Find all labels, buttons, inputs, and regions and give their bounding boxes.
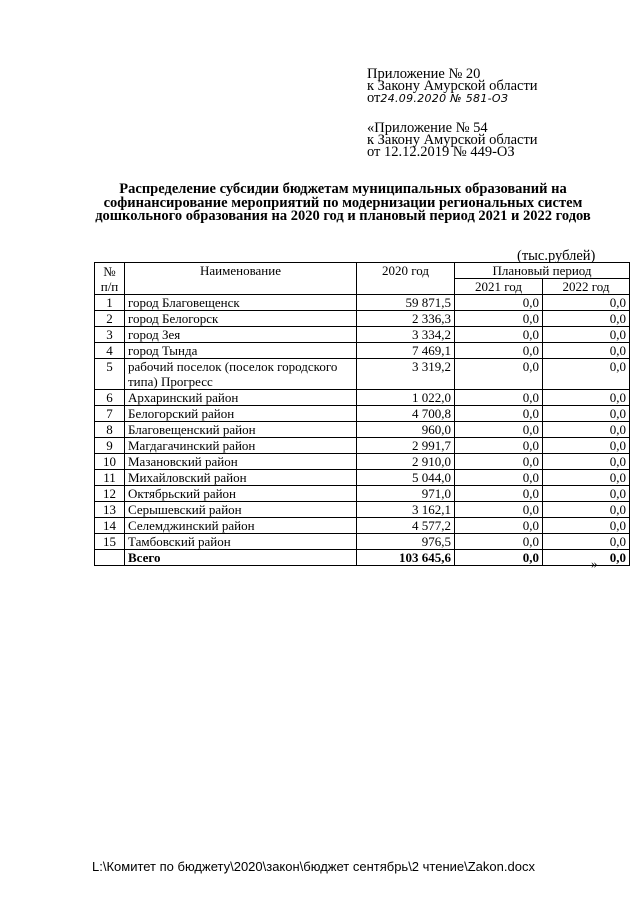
row-number: 15: [95, 534, 125, 550]
row-number: 11: [95, 470, 125, 486]
row-2020: 2 910,0: [357, 454, 455, 470]
annex-54-number: «Приложение № 54: [367, 120, 488, 136]
subsidy-table: [94, 262, 630, 566]
row-2020: 976,5: [357, 534, 455, 550]
row-name: Благовещенский район: [125, 422, 357, 438]
row-2021: 0,0: [455, 518, 543, 534]
document-title: Распределение субсидии бюджетам муниципальных образований на софинансирование мероприятий по модернизации региональных систем дошкольного образования на 2020 год и плановый период 2021 и 2022 годов: [95, 181, 591, 224]
row-name: город Тында: [125, 343, 357, 359]
row-2021: 0,0: [455, 406, 543, 422]
table-row: [95, 295, 630, 311]
row-2022: 0,0: [543, 406, 630, 422]
closing-quote: »: [591, 556, 598, 571]
row-2022: 0,0: [543, 518, 630, 534]
annex-20-law: к Закону Амурской области: [367, 78, 538, 94]
row-number: 1: [95, 295, 125, 311]
row-2022: 0,0: [543, 327, 630, 343]
header-number: № п/п: [95, 263, 125, 295]
table-row: [95, 327, 630, 343]
table-row: [95, 470, 630, 486]
row-name: Белогорский район: [125, 406, 357, 422]
row-2020: 5 044,0: [357, 470, 455, 486]
table-row: [95, 359, 630, 390]
table-row: [95, 454, 630, 470]
row-name: Михайловский район: [125, 470, 357, 486]
row-2020: 4 700,8: [357, 406, 455, 422]
row-number: 10: [95, 454, 125, 470]
row-2020: 59 871,5: [357, 295, 455, 311]
annex-20-block: [367, 68, 538, 105]
row-2022: 0,0: [543, 390, 630, 406]
row-2020: 2 991,7: [357, 438, 455, 454]
row-2021: 0,0: [455, 422, 543, 438]
row-2020: 971,0: [357, 486, 455, 502]
row-2020: 4 577,2: [357, 518, 455, 534]
row-number: 12: [95, 486, 125, 502]
row-name: город Белогорск: [125, 311, 357, 327]
row-2021: 0,0: [455, 502, 543, 518]
row-2021: 0,0: [455, 311, 543, 327]
row-2020: 2 336,3: [357, 311, 455, 327]
row-number: 2: [95, 311, 125, 327]
row-name: Мазановский район: [125, 454, 357, 470]
row-2021: 0,0: [455, 343, 543, 359]
row-2020: 3 319,2: [357, 359, 455, 390]
table-row: [95, 534, 630, 550]
row-2022: 0,0: [543, 438, 630, 454]
row-2022: 0,0: [543, 422, 630, 438]
file-path-footer: L:\Комитет по бюджету\2020\закон\бюджет сентябрь\2 чтение\Zakon.docx: [92, 859, 535, 874]
row-name: Серышевский район: [125, 502, 357, 518]
row-2021: 0,0: [455, 454, 543, 470]
row-2022: 0,0: [543, 470, 630, 486]
annex-20-number: Приложение № 20: [367, 66, 481, 82]
header-name: Наименование: [125, 263, 357, 295]
total-row: [95, 550, 630, 566]
row-2022: 0,0: [543, 343, 630, 359]
row-number: 8: [95, 422, 125, 438]
row-2020: 7 469,1: [357, 343, 455, 359]
row-2022: 0,0: [543, 295, 630, 311]
row-2021: 0,0: [455, 359, 543, 390]
row-2021: 0,0: [455, 438, 543, 454]
row-number: 5: [95, 359, 125, 390]
table-row: [95, 486, 630, 502]
annex-54-block: [367, 122, 538, 158]
table-body: [95, 295, 630, 566]
row-name: Октябрьский район: [125, 486, 357, 502]
row-2021: 0,0: [455, 486, 543, 502]
row-2021: 0,0: [455, 327, 543, 343]
row-number: 9: [95, 438, 125, 454]
row-2020: 1 022,0: [357, 390, 455, 406]
units-label: (тыс.рублей): [517, 248, 596, 264]
annex-20-date: от24.09.2020 № 581-ОЗ: [367, 90, 509, 106]
row-2022: 0,0: [543, 359, 630, 390]
row-2021: 0,0: [455, 390, 543, 406]
row-2020: 960,0: [357, 422, 455, 438]
row-2020: 3 162,1: [357, 502, 455, 518]
total-number: [95, 550, 125, 566]
header-2020: 2020 год: [357, 263, 455, 295]
table-row: [95, 343, 630, 359]
row-2022: 0,0: [543, 486, 630, 502]
row-2022: 0,0: [543, 534, 630, 550]
row-name: рабочий поселок (поселок городского типа) Прогресс: [125, 359, 357, 390]
annex-54-law: к Закону Амурской области: [367, 132, 538, 148]
table-header-row: [95, 263, 630, 279]
row-2022: 0,0: [543, 454, 630, 470]
total-label: Всего: [125, 550, 357, 566]
row-2022: 0,0: [543, 502, 630, 518]
table-row: [95, 518, 630, 534]
row-2021: 0,0: [455, 295, 543, 311]
row-name: Архаринский район: [125, 390, 357, 406]
row-name: Магдагачинский район: [125, 438, 357, 454]
header-2021: 2021 год: [455, 279, 543, 295]
table-row: [95, 502, 630, 518]
row-number: 13: [95, 502, 125, 518]
table-row: [95, 406, 630, 422]
total-2021: 0,0: [455, 550, 543, 566]
table-row: [95, 311, 630, 327]
table-row: [95, 390, 630, 406]
row-number: 14: [95, 518, 125, 534]
header-planned-period: Плановый период: [455, 263, 630, 279]
row-name: город Благовещенск: [125, 295, 357, 311]
header-2022: 2022 год: [543, 279, 630, 295]
row-2020: 3 334,2: [357, 327, 455, 343]
row-number: 4: [95, 343, 125, 359]
row-name: Тамбовский район: [125, 534, 357, 550]
handwritten-date-number: 24.09.2020 № 581-ОЗ: [380, 92, 509, 105]
row-name: город Зея: [125, 327, 357, 343]
row-2022: 0,0: [543, 311, 630, 327]
row-2021: 0,0: [455, 470, 543, 486]
row-name: Селемджинский район: [125, 518, 357, 534]
table-row: [95, 438, 630, 454]
total-2022: 0,0: [543, 550, 630, 566]
row-number: 3: [95, 327, 125, 343]
total-2020: 103 645,6: [357, 550, 455, 566]
row-number: 6: [95, 390, 125, 406]
row-number: 7: [95, 406, 125, 422]
row-2021: 0,0: [455, 534, 543, 550]
table-row: [95, 422, 630, 438]
annex-54-date: от 12.12.2019 № 449-ОЗ: [367, 144, 515, 160]
